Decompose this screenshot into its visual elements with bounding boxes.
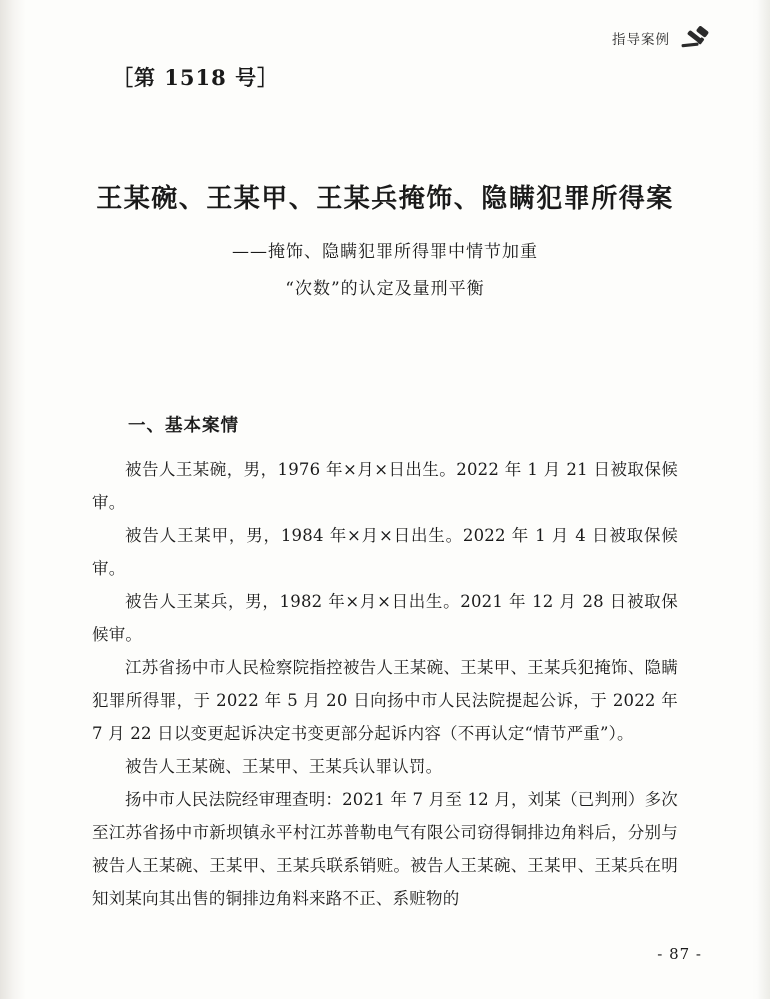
subtitle-line-2: “次数”的认定及量刑平衡 bbox=[285, 279, 485, 300]
paragraph: 被告人王某碗、王某甲、王某兵认罪认罚。 bbox=[125, 757, 443, 776]
section-heading: 一、基本案情 bbox=[128, 416, 239, 436]
paragraph: 被告人王某碗，男，1976 年×月×日出生。2022 年 1 月 21 日被取保候审。 bbox=[92, 460, 678, 512]
page-number: - 87 - bbox=[657, 945, 702, 963]
running-header bbox=[612, 26, 714, 50]
gavel-icon bbox=[680, 26, 714, 50]
running-header-title: 指导案例 bbox=[612, 32, 670, 48]
case-number: ［第 1518 号］ bbox=[112, 65, 280, 90]
body-content bbox=[92, 412, 678, 915]
page-title: 王某碗、王某甲、王某兵掩饰、隐瞒犯罪所得案 bbox=[96, 184, 674, 214]
paragraph: 江苏省扬中市人民检察院指控被告人王某碗、王某甲、王某兵犯掩饰、隐瞒犯罪所得罪，于 2022 年 5 月 20 日向扬中市人民法院提起公诉，于 2022 年 7 月 22 日以变更起诉决定书变更部分起诉内容（不再认定“情节严重”）。 bbox=[92, 658, 678, 743]
title-block bbox=[0, 182, 770, 299]
paragraph: 被告人王某甲，男，1984 年×月×日出生。2022 年 1 月 4 日被取保候审。 bbox=[92, 526, 678, 578]
paragraph: 被告人王某兵，男，1982 年×月×日出生。2021 年 12 月 28 日被取保候审。 bbox=[92, 592, 678, 644]
paragraph: 扬中市人民法院经审理查明：2021 年 7 月至 12 月，刘某（已判刑）多次至江苏省扬中市新坝镇永平村江苏普勒电气有限公司窃得铜排边角料后，分别与被告人王某碗、王某甲、王某兵联系销赃。被告人王某碗、王某甲、王某兵在明知刘某向其出售的铜排边角料来路不正、系赃物的 bbox=[92, 790, 679, 908]
subtitle-line-1: ——掩饰、隐瞒犯罪所得罪中情节加重 bbox=[232, 242, 538, 263]
